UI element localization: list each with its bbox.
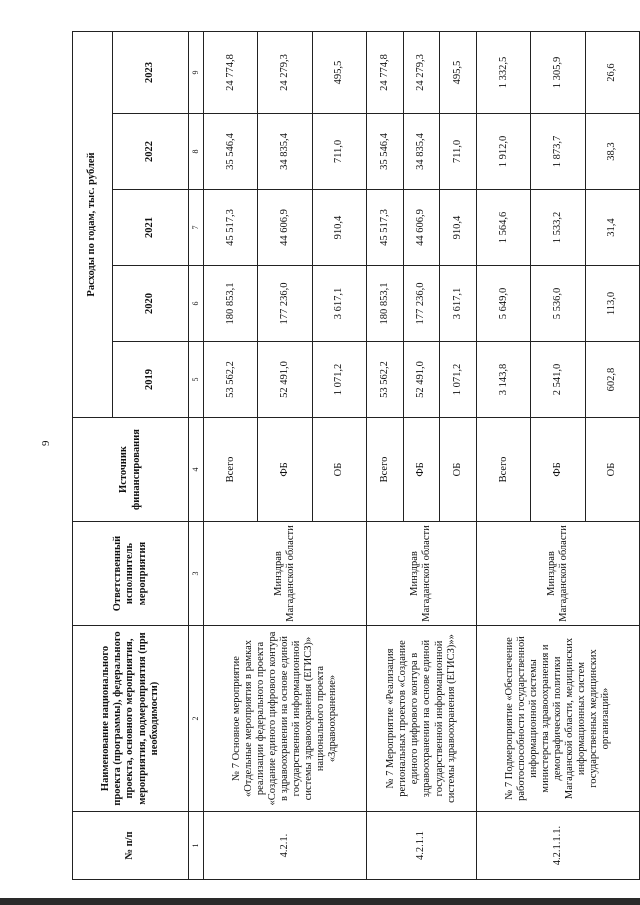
header-num: № п/п [73, 812, 189, 880]
row-source: ФБ [258, 418, 312, 522]
value-cell: 2 541,0 [531, 342, 585, 418]
value-cell: 1 332,5 [477, 32, 531, 114]
value-cell: 1 564,6 [477, 190, 531, 266]
column-index: 5 [189, 342, 204, 418]
value-cell: 52 491,0 [258, 342, 312, 418]
row-responsible: Минздрав Магаданской области [366, 522, 476, 626]
row-source: Всего [204, 418, 258, 522]
value-cell: 711,0 [312, 114, 366, 190]
column-index: 1 [189, 812, 204, 880]
scan-edge [0, 898, 640, 905]
row-number: 4.2.1. [204, 812, 367, 880]
value-cell: 602,8 [585, 342, 639, 418]
value-cell: 44 606,9 [403, 190, 440, 266]
header-year: 2019 [113, 342, 189, 418]
value-cell: 1 873,7 [531, 114, 585, 190]
value-cell: 45 517,3 [204, 190, 258, 266]
value-cell: 3 143,8 [477, 342, 531, 418]
row-source: ФБ [531, 418, 585, 522]
row-number: 4.2.1.1.1. [477, 812, 640, 880]
row-source: ОБ [312, 418, 366, 522]
row-source: ОБ [585, 418, 639, 522]
header-source: Источник финансирования [73, 418, 189, 522]
value-cell: 31,4 [585, 190, 639, 266]
column-index-row [189, 32, 204, 880]
value-cell: 24 279,3 [403, 32, 440, 114]
page-number: 9 [40, 440, 52, 446]
row-responsible: Минздрав Магаданской области [204, 522, 367, 626]
row-source: Всего [366, 418, 403, 522]
value-cell: 180 853,1 [204, 266, 258, 342]
expenses-table [72, 31, 640, 880]
column-index: 9 [189, 32, 204, 114]
table-row [204, 32, 258, 880]
value-cell: 53 562,2 [366, 342, 403, 418]
value-cell: 24 279,3 [258, 32, 312, 114]
rotated-table-container [72, 32, 640, 880]
column-index: 2 [189, 626, 204, 812]
value-cell: 38,3 [585, 114, 639, 190]
table-row [366, 32, 403, 880]
value-cell: 1 071,2 [312, 342, 366, 418]
row-source: ОБ [440, 418, 477, 522]
value-cell: 180 853,1 [366, 266, 403, 342]
header-year: 2020 [113, 266, 189, 342]
value-cell: 5 649,0 [477, 266, 531, 342]
row-source: Всего [477, 418, 531, 522]
value-cell: 44 606,9 [258, 190, 312, 266]
header-expenses: Расходы по годам, тыс. рублей [73, 32, 113, 418]
value-cell: 495,5 [312, 32, 366, 114]
value-cell: 1 533,2 [531, 190, 585, 266]
value-cell: 3 617,1 [312, 266, 366, 342]
header-year: 2023 [113, 32, 189, 114]
value-cell: 53 562,2 [204, 342, 258, 418]
header-year: 2022 [113, 114, 189, 190]
column-index: 6 [189, 266, 204, 342]
column-index: 3 [189, 522, 204, 626]
value-cell: 177 236,0 [403, 266, 440, 342]
value-cell: 910,4 [440, 190, 477, 266]
value-cell: 34 835,4 [403, 114, 440, 190]
value-cell: 35 546,4 [204, 114, 258, 190]
value-cell: 3 617,1 [440, 266, 477, 342]
row-name: № 7 Основное мероприятие «Отдельные мероприятия в рамках реализации федерального проекта «Создание единого цифрового контура в здравоохранении на основе единой государственной информационной системы здравоохранения (ЕГИСЗ)» национального проекта «Здравоохранение» [204, 626, 367, 812]
value-cell: 177 236,0 [258, 266, 312, 342]
value-cell: 34 835,4 [258, 114, 312, 190]
value-cell: 35 546,4 [366, 114, 403, 190]
header-name: Наименование национального проекта (программы), федерального проекта, основного мероприятия, мероприятия, подмероприятия (при необходимости) [73, 626, 189, 812]
value-cell: 495,5 [440, 32, 477, 114]
row-responsible: Минздрав Магаданской области [477, 522, 640, 626]
header-responsible: Ответственный исполнитель мероприятия [73, 522, 189, 626]
value-cell: 1 912,0 [477, 114, 531, 190]
value-cell: 1 071,2 [440, 342, 477, 418]
value-cell: 910,4 [312, 190, 366, 266]
value-cell: 52 491,0 [403, 342, 440, 418]
value-cell: 24 774,8 [204, 32, 258, 114]
value-cell: 45 517,3 [366, 190, 403, 266]
row-name: № 7 Подмероприятие «Обеспечение работоспособности государственной информационной системы министерства здравоохранения и демографической политики Магаданской области, медицинских информационных систем государственных медицинских организаций» [477, 626, 640, 812]
value-cell: 711,0 [440, 114, 477, 190]
column-index: 7 [189, 190, 204, 266]
value-cell: 1 305,9 [531, 32, 585, 114]
value-cell: 5 536,0 [531, 266, 585, 342]
value-cell: 26,6 [585, 32, 639, 114]
row-name: № 7 Мероприятие «Реализация региональных проектов «Создание единого цифрового контура в здравоохранении на основе единой государственной информационной системы здравоохранения (ЕГИСЗ)»» [366, 626, 476, 812]
row-number: 4.2.1.1 [366, 812, 476, 880]
value-cell: 24 774,8 [366, 32, 403, 114]
header-year: 2021 [113, 190, 189, 266]
table-row [477, 32, 531, 880]
column-index: 8 [189, 114, 204, 190]
column-index: 4 [189, 418, 204, 522]
row-source: ФБ [403, 418, 440, 522]
value-cell: 113,0 [585, 266, 639, 342]
